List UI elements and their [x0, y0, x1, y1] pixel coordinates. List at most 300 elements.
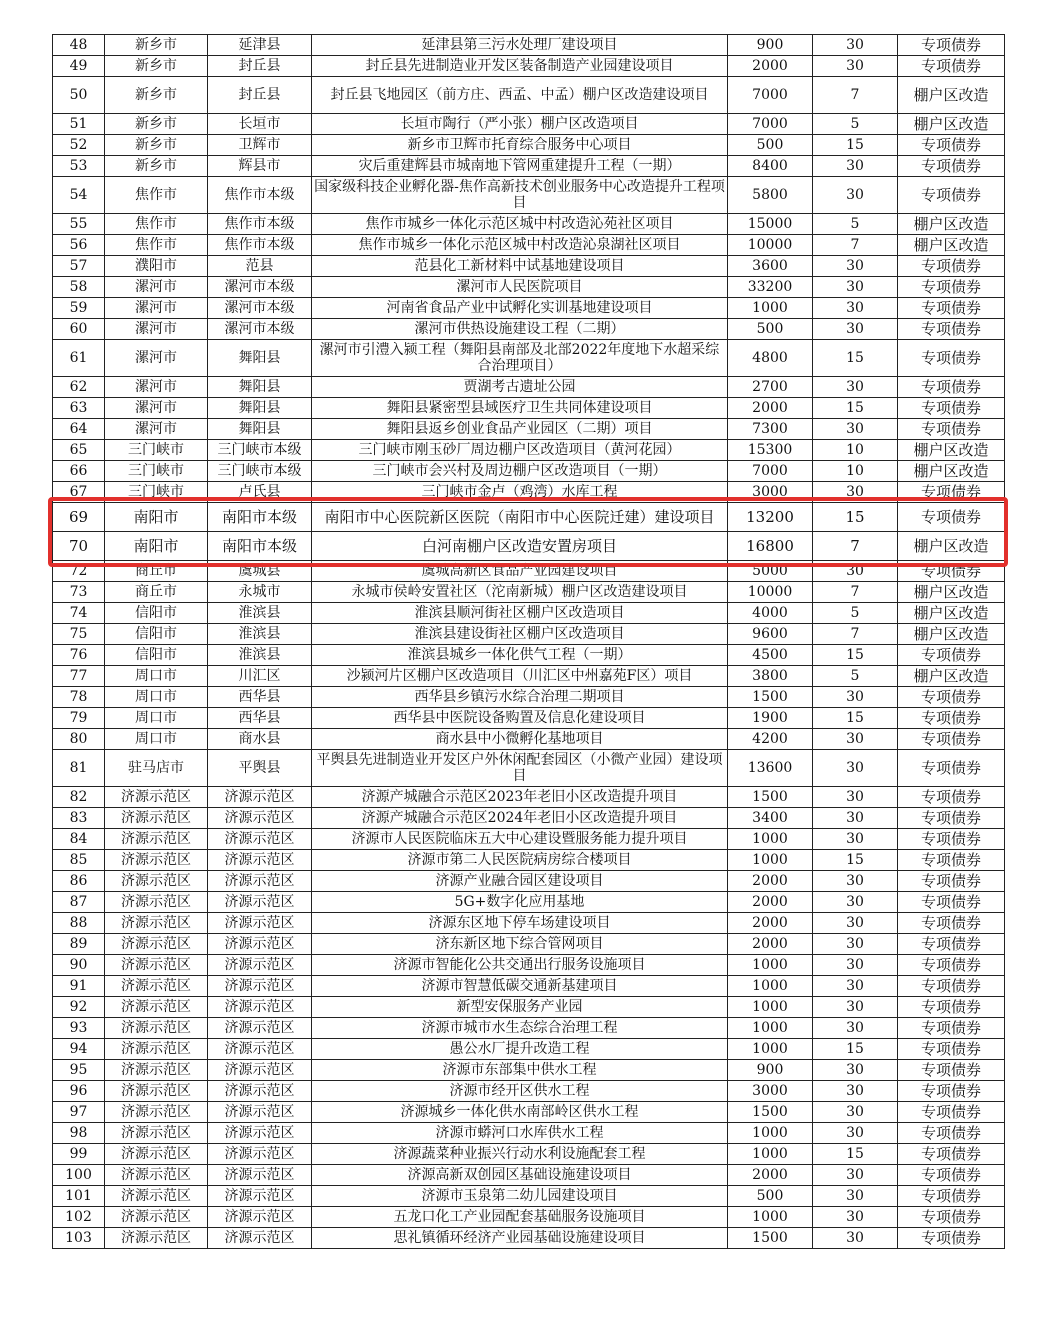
row-number: 91 [53, 976, 105, 997]
table-row [53, 1144, 1005, 1165]
city-cell: 新乡市 [105, 135, 208, 156]
county-cell: 焦作市本级 [208, 177, 312, 214]
table-row [53, 35, 1005, 56]
table-row [53, 808, 1005, 829]
row-number: 89 [53, 934, 105, 955]
row-number: 101 [53, 1186, 105, 1207]
bond-type-cell: 棚户区改造 [898, 532, 1005, 561]
term-cell: 30 [813, 750, 898, 787]
amount-cell: 2700 [728, 377, 813, 398]
amount-cell: 3600 [728, 256, 813, 277]
table-row [53, 997, 1005, 1018]
city-cell: 漯河市 [105, 277, 208, 298]
table-row [53, 532, 1005, 561]
amount-cell: 1000 [728, 829, 813, 850]
project-name-cell: 济源蔬菜种业振兴行动水利设施配套工程 [312, 1144, 728, 1165]
amount-cell: 3400 [728, 808, 813, 829]
city-cell: 济源示范区 [105, 1018, 208, 1039]
city-cell: 漯河市 [105, 398, 208, 419]
project-name-cell: 五龙口化工产业园配套基础服务设施项目 [312, 1207, 728, 1228]
term-cell: 30 [813, 482, 898, 503]
bond-type-cell: 专项债券 [898, 850, 1005, 871]
table-row [53, 319, 1005, 340]
project-name-cell: 新型安保服务产业园 [312, 997, 728, 1018]
city-cell: 南阳市 [105, 503, 208, 532]
bond-type-cell: 专项债券 [898, 256, 1005, 277]
city-cell: 济源示范区 [105, 808, 208, 829]
row-number: 90 [53, 955, 105, 976]
county-cell: 舞阳县 [208, 419, 312, 440]
county-cell: 漯河市本级 [208, 298, 312, 319]
row-number: 81 [53, 750, 105, 787]
table-row [53, 976, 1005, 997]
term-cell: 30 [813, 1102, 898, 1123]
term-cell: 15 [813, 340, 898, 377]
term-cell: 30 [813, 1018, 898, 1039]
row-number: 58 [53, 277, 105, 298]
table-row [53, 1207, 1005, 1228]
bond-type-cell: 专项债券 [898, 808, 1005, 829]
amount-cell: 2000 [728, 934, 813, 955]
city-cell: 驻马店市 [105, 750, 208, 787]
term-cell: 15 [813, 1144, 898, 1165]
bond-type-cell: 专项债券 [898, 503, 1005, 532]
county-cell: 济源示范区 [208, 1144, 312, 1165]
row-number: 60 [53, 319, 105, 340]
project-name-cell: 漯河市供热设施建设工程（二期） [312, 319, 728, 340]
bond-type-cell: 专项债券 [898, 1081, 1005, 1102]
table-row [53, 1039, 1005, 1060]
row-number: 51 [53, 114, 105, 135]
row-number: 88 [53, 913, 105, 934]
city-cell: 周口市 [105, 708, 208, 729]
row-number: 78 [53, 687, 105, 708]
term-cell: 30 [813, 177, 898, 214]
project-name-cell: 漯河市引澧入颍工程（舞阳县南部及北部2022年度地下水超采综合治理项目） [312, 340, 728, 377]
project-name-cell: 淮滨县建设街社区棚户区改造项目 [312, 624, 728, 645]
amount-cell: 4800 [728, 340, 813, 377]
amount-cell: 1900 [728, 708, 813, 729]
project-name-cell: 虞城高新区食品产业园建设项目 [312, 561, 728, 582]
term-cell: 15 [813, 708, 898, 729]
table-row [53, 913, 1005, 934]
project-name-cell: 济源产城融合示范区2024年老旧小区改造提升项目 [312, 808, 728, 829]
row-number: 85 [53, 850, 105, 871]
table-row [53, 829, 1005, 850]
bond-type-cell: 专项债券 [898, 177, 1005, 214]
table-body [53, 35, 1005, 1249]
term-cell: 15 [813, 503, 898, 532]
table-row [53, 503, 1005, 532]
term-cell: 30 [813, 1165, 898, 1186]
bond-type-cell: 专项债券 [898, 787, 1005, 808]
city-cell: 濮阳市 [105, 256, 208, 277]
table-row [53, 955, 1005, 976]
row-number: 48 [53, 35, 105, 56]
row-number: 53 [53, 156, 105, 177]
term-cell: 15 [813, 135, 898, 156]
county-cell: 济源示范区 [208, 787, 312, 808]
project-name-cell: 淮滨县城乡一体化供气工程（一期） [312, 645, 728, 666]
county-cell: 济源示范区 [208, 1123, 312, 1144]
city-cell: 济源示范区 [105, 1186, 208, 1207]
row-number: 65 [53, 440, 105, 461]
row-number: 70 [53, 532, 105, 561]
county-cell: 济源示范区 [208, 934, 312, 955]
amount-cell: 2000 [728, 398, 813, 419]
term-cell: 30 [813, 808, 898, 829]
row-number: 54 [53, 177, 105, 214]
bond-type-cell: 专项债券 [898, 1165, 1005, 1186]
amount-cell: 1000 [728, 298, 813, 319]
amount-cell: 2000 [728, 871, 813, 892]
amount-cell: 500 [728, 135, 813, 156]
row-number: 100 [53, 1165, 105, 1186]
amount-cell: 16800 [728, 532, 813, 561]
term-cell: 7 [813, 582, 898, 603]
county-cell: 济源示范区 [208, 850, 312, 871]
city-cell: 新乡市 [105, 56, 208, 77]
county-cell: 延津县 [208, 35, 312, 56]
term-cell: 7 [813, 532, 898, 561]
county-cell: 三门峡市本级 [208, 440, 312, 461]
table-row [53, 340, 1005, 377]
term-cell: 30 [813, 1186, 898, 1207]
bond-type-cell: 专项债券 [898, 955, 1005, 976]
project-name-cell: 舞阳县返乡创业食品产业园区（二期）项目 [312, 419, 728, 440]
bond-type-cell: 棚户区改造 [898, 666, 1005, 687]
city-cell: 济源示范区 [105, 1144, 208, 1165]
row-number: 102 [53, 1207, 105, 1228]
project-name-cell: 三门峡市金卢（鸡湾）水库工程 [312, 482, 728, 503]
row-number: 56 [53, 235, 105, 256]
city-cell: 济源示范区 [105, 955, 208, 976]
term-cell: 30 [813, 277, 898, 298]
term-cell: 15 [813, 1039, 898, 1060]
table-row [53, 624, 1005, 645]
bond-type-cell: 专项债券 [898, 482, 1005, 503]
city-cell: 南阳市 [105, 532, 208, 561]
row-number: 94 [53, 1039, 105, 1060]
row-number: 69 [53, 503, 105, 532]
city-cell: 济源示范区 [105, 871, 208, 892]
project-name-cell: 济源市第二人民医院病房综合楼项目 [312, 850, 728, 871]
bond-type-cell: 专项债券 [898, 1123, 1005, 1144]
table-row [53, 56, 1005, 77]
bond-type-cell: 棚户区改造 [898, 235, 1005, 256]
bond-type-cell: 专项债券 [898, 1102, 1005, 1123]
row-number: 77 [53, 666, 105, 687]
county-cell: 舞阳县 [208, 377, 312, 398]
row-number: 103 [53, 1228, 105, 1249]
term-cell: 5 [813, 114, 898, 135]
bond-type-cell: 棚户区改造 [898, 461, 1005, 482]
table-row [53, 892, 1005, 913]
project-name-cell: 范县化工新材料中试基地建设项目 [312, 256, 728, 277]
project-name-cell: 漯河市人民医院项目 [312, 277, 728, 298]
amount-cell: 3000 [728, 1081, 813, 1102]
row-number: 63 [53, 398, 105, 419]
row-number: 82 [53, 787, 105, 808]
city-cell: 周口市 [105, 666, 208, 687]
bond-type-cell: 专项债券 [898, 135, 1005, 156]
city-cell: 信阳市 [105, 645, 208, 666]
row-number: 97 [53, 1102, 105, 1123]
amount-cell: 1000 [728, 955, 813, 976]
project-name-cell: 焦作市城乡一体化示范区城中村改造沁泉湖社区项目 [312, 235, 728, 256]
bond-type-cell: 专项债券 [898, 729, 1005, 750]
bond-type-cell: 专项债券 [898, 997, 1005, 1018]
project-name-cell: 思礼镇循环经济产业园基础设施建设项目 [312, 1228, 728, 1249]
project-name-cell: 淮滨县顺河街社区棚户区改造项目 [312, 603, 728, 624]
city-cell: 三门峡市 [105, 461, 208, 482]
county-cell: 焦作市本级 [208, 214, 312, 235]
term-cell: 30 [813, 871, 898, 892]
city-cell: 焦作市 [105, 235, 208, 256]
term-cell: 30 [813, 256, 898, 277]
project-name-cell: 济源东区地下停车场建设项目 [312, 913, 728, 934]
city-cell: 济源示范区 [105, 1207, 208, 1228]
project-name-cell: 济源产城融合示范区2023年老旧小区改造提升项目 [312, 787, 728, 808]
county-cell: 舞阳县 [208, 340, 312, 377]
city-cell: 新乡市 [105, 114, 208, 135]
table-row [53, 603, 1005, 624]
county-cell: 济源示范区 [208, 1165, 312, 1186]
bond-type-cell: 棚户区改造 [898, 624, 1005, 645]
row-number: 61 [53, 340, 105, 377]
amount-cell: 2000 [728, 56, 813, 77]
bond-type-cell: 棚户区改造 [898, 77, 1005, 114]
term-cell: 30 [813, 319, 898, 340]
row-number: 93 [53, 1018, 105, 1039]
project-name-cell: 济源市玉泉第二幼儿园建设项目 [312, 1186, 728, 1207]
table-row [53, 1165, 1005, 1186]
table-row [53, 1228, 1005, 1249]
table-row [53, 177, 1005, 214]
term-cell: 30 [813, 1123, 898, 1144]
amount-cell: 2000 [728, 1165, 813, 1186]
amount-cell: 3000 [728, 482, 813, 503]
county-cell: 舞阳县 [208, 398, 312, 419]
county-cell: 济源示范区 [208, 1207, 312, 1228]
project-name-cell: 白河南棚户区改造安置房项目 [312, 532, 728, 561]
table-row [53, 1102, 1005, 1123]
term-cell: 30 [813, 687, 898, 708]
county-cell: 焦作市本级 [208, 235, 312, 256]
project-name-cell: 济源市城市水生态综合治理工程 [312, 1018, 728, 1039]
city-cell: 济源示范区 [105, 1039, 208, 1060]
project-name-cell: 济东新区地下综合管网项目 [312, 934, 728, 955]
row-number: 73 [53, 582, 105, 603]
project-name-cell: 新乡市卫辉市托育综合服务中心项目 [312, 135, 728, 156]
project-name-cell: 西华县中医院设备购置及信息化建设项目 [312, 708, 728, 729]
amount-cell: 1000 [728, 850, 813, 871]
bond-type-cell: 专项债券 [898, 1186, 1005, 1207]
county-cell: 济源示范区 [208, 1102, 312, 1123]
table-row [53, 256, 1005, 277]
county-cell: 商水县 [208, 729, 312, 750]
bond-type-cell: 专项债券 [898, 1228, 1005, 1249]
county-cell: 淮滨县 [208, 603, 312, 624]
project-name-cell: 济源产业融合园区建设项目 [312, 871, 728, 892]
amount-cell: 1000 [728, 1144, 813, 1165]
city-cell: 济源示范区 [105, 934, 208, 955]
city-cell: 新乡市 [105, 156, 208, 177]
table-row [53, 850, 1005, 871]
amount-cell: 900 [728, 1060, 813, 1081]
bond-type-cell: 专项债券 [898, 377, 1005, 398]
term-cell: 7 [813, 77, 898, 114]
table-row [53, 1123, 1005, 1144]
county-cell: 济源示范区 [208, 892, 312, 913]
city-cell: 济源示范区 [105, 913, 208, 934]
city-cell: 三门峡市 [105, 440, 208, 461]
city-cell: 漯河市 [105, 340, 208, 377]
amount-cell: 1500 [728, 1102, 813, 1123]
term-cell: 5 [813, 603, 898, 624]
term-cell: 30 [813, 298, 898, 319]
term-cell: 30 [813, 976, 898, 997]
county-cell: 济源示范区 [208, 829, 312, 850]
row-number: 62 [53, 377, 105, 398]
amount-cell: 1500 [728, 787, 813, 808]
table-row [53, 1060, 1005, 1081]
amount-cell: 1000 [728, 976, 813, 997]
county-cell: 平舆县 [208, 750, 312, 787]
table-row [53, 708, 1005, 729]
amount-cell: 2000 [728, 913, 813, 934]
table-row [53, 645, 1005, 666]
row-number: 98 [53, 1123, 105, 1144]
county-cell: 济源示范区 [208, 1081, 312, 1102]
county-cell: 漯河市本级 [208, 319, 312, 340]
table-row [53, 871, 1005, 892]
amount-cell: 500 [728, 1186, 813, 1207]
county-cell: 虞城县 [208, 561, 312, 582]
term-cell: 10 [813, 461, 898, 482]
table-row [53, 419, 1005, 440]
bond-type-cell: 专项债券 [898, 645, 1005, 666]
bond-type-cell: 专项债券 [898, 913, 1005, 934]
county-cell: 济源示范区 [208, 1060, 312, 1081]
row-number: 86 [53, 871, 105, 892]
county-cell: 淮滨县 [208, 624, 312, 645]
bond-type-cell: 专项债券 [898, 934, 1005, 955]
county-cell: 西华县 [208, 708, 312, 729]
city-cell: 漯河市 [105, 298, 208, 319]
term-cell: 15 [813, 850, 898, 871]
amount-cell: 5800 [728, 177, 813, 214]
amount-cell: 10000 [728, 582, 813, 603]
city-cell: 济源示范区 [105, 1165, 208, 1186]
row-number: 64 [53, 419, 105, 440]
table-row [53, 277, 1005, 298]
project-name-cell: 灾后重建辉县市城南地下管网重建提升工程（一期） [312, 156, 728, 177]
table-row [53, 482, 1005, 503]
row-number: 99 [53, 1144, 105, 1165]
county-cell: 济源示范区 [208, 871, 312, 892]
table-row [53, 77, 1005, 114]
term-cell: 15 [813, 645, 898, 666]
bond-type-cell: 专项债券 [898, 750, 1005, 787]
project-name-cell: 济源市经开区供水工程 [312, 1081, 728, 1102]
amount-cell: 1000 [728, 1207, 813, 1228]
term-cell: 30 [813, 156, 898, 177]
bond-type-cell: 专项债券 [898, 687, 1005, 708]
term-cell: 30 [813, 997, 898, 1018]
amount-cell: 1500 [728, 687, 813, 708]
project-name-cell: 济源市智慧低碳交通新基建项目 [312, 976, 728, 997]
county-cell: 川汇区 [208, 666, 312, 687]
city-cell: 济源示范区 [105, 1123, 208, 1144]
term-cell: 30 [813, 1060, 898, 1081]
city-cell: 漯河市 [105, 377, 208, 398]
project-name-cell: 济源城乡一体化供水南部岭区供水工程 [312, 1102, 728, 1123]
project-name-cell: 封丘县飞地园区（前方庄、西孟、中孟）棚户区改造建设项目 [312, 77, 728, 114]
row-number: 52 [53, 135, 105, 156]
bond-type-cell: 专项债券 [898, 319, 1005, 340]
bond-type-cell: 专项债券 [898, 1039, 1005, 1060]
city-cell: 周口市 [105, 729, 208, 750]
row-number: 49 [53, 56, 105, 77]
county-cell: 南阳市本级 [208, 503, 312, 532]
table-row [53, 666, 1005, 687]
project-name-cell: 济源市人民医院临床五大中心建设暨服务能力提升项目 [312, 829, 728, 850]
county-cell: 长垣市 [208, 114, 312, 135]
project-name-cell: 愚公水厂提升改造工程 [312, 1039, 728, 1060]
amount-cell: 4000 [728, 603, 813, 624]
amount-cell: 7000 [728, 114, 813, 135]
city-cell: 济源示范区 [105, 892, 208, 913]
city-cell: 漯河市 [105, 319, 208, 340]
bond-type-cell: 专项债券 [898, 1018, 1005, 1039]
county-cell: 封丘县 [208, 77, 312, 114]
project-name-cell: 商水县中小微孵化基地项目 [312, 729, 728, 750]
bond-type-cell: 专项债券 [898, 892, 1005, 913]
term-cell: 30 [813, 913, 898, 934]
city-cell: 漯河市 [105, 419, 208, 440]
bond-type-cell: 专项债券 [898, 1144, 1005, 1165]
amount-cell: 1000 [728, 997, 813, 1018]
project-name-cell: 济源市东部集中供水工程 [312, 1060, 728, 1081]
table-row [53, 156, 1005, 177]
term-cell: 30 [813, 787, 898, 808]
row-number: 57 [53, 256, 105, 277]
project-name-cell: 济源高新双创园区基础设施建设项目 [312, 1165, 728, 1186]
bond-type-cell: 专项债券 [898, 398, 1005, 419]
amount-cell: 4200 [728, 729, 813, 750]
county-cell: 封丘县 [208, 56, 312, 77]
amount-cell: 9600 [728, 624, 813, 645]
table-row [53, 582, 1005, 603]
row-number: 96 [53, 1081, 105, 1102]
county-cell: 济源示范区 [208, 1039, 312, 1060]
project-name-cell: 济源市蟒河口水库供水工程 [312, 1123, 728, 1144]
term-cell: 15 [813, 398, 898, 419]
row-number: 83 [53, 808, 105, 829]
project-name-cell: 舞阳县紧密型县域医疗卫生共同体建设项目 [312, 398, 728, 419]
row-number: 66 [53, 461, 105, 482]
term-cell: 30 [813, 56, 898, 77]
row-number: 75 [53, 624, 105, 645]
amount-cell: 15000 [728, 214, 813, 235]
term-cell: 30 [813, 35, 898, 56]
table-row [53, 687, 1005, 708]
city-cell: 焦作市 [105, 177, 208, 214]
row-number: 67 [53, 482, 105, 503]
term-cell: 10 [813, 440, 898, 461]
county-cell: 济源示范区 [208, 955, 312, 976]
